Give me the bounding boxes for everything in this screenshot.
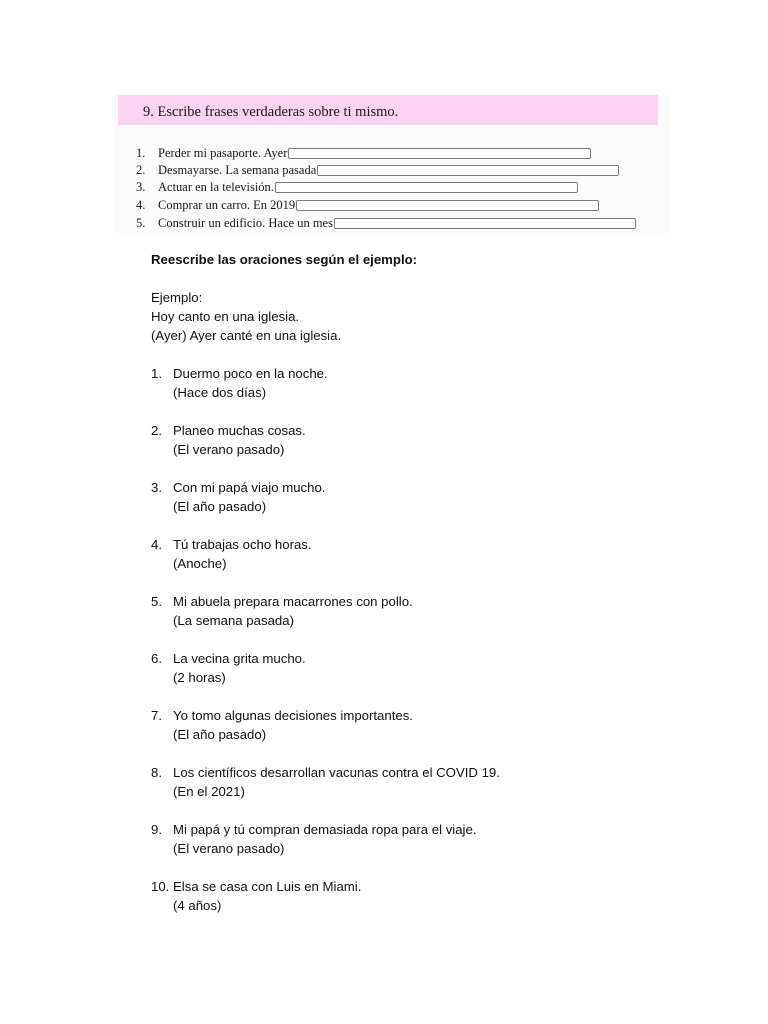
exercise-9-image xyxy=(114,94,670,234)
list-item xyxy=(151,763,711,820)
exercise-row-3 xyxy=(136,179,578,195)
item-time-cue: (4 años) xyxy=(173,898,222,913)
list-item xyxy=(151,421,711,478)
item-number: 6. xyxy=(151,651,162,666)
exercise-row-1 xyxy=(136,145,591,161)
item-number: 3. xyxy=(151,480,162,495)
item-number: 8. xyxy=(151,765,162,780)
list-item xyxy=(151,877,711,934)
example-label: Ejemplo: xyxy=(151,290,203,305)
item-number: 2. xyxy=(151,423,162,438)
exercise-row-2 xyxy=(136,162,619,178)
item-number: 4. xyxy=(151,537,162,552)
answer-field-4[interactable] xyxy=(296,200,599,211)
list-item xyxy=(151,535,711,592)
item-time-cue: (El año pasado) xyxy=(173,727,267,742)
item-number: 1. xyxy=(151,366,162,381)
exercise-row-4 xyxy=(136,197,599,213)
answer-field-3[interactable] xyxy=(275,182,578,193)
row-prompt: Actuar en la televisión. xyxy=(158,179,274,194)
rewrite-exercise xyxy=(151,250,711,934)
item-sentence: Los científicos desarrollan vacunas contra el COVID 19. xyxy=(173,765,500,780)
answer-field-1[interactable] xyxy=(288,148,591,159)
row-number: 3. xyxy=(136,179,146,194)
item-sentence: Mi abuela prepara macarrones con pollo. xyxy=(173,594,413,609)
item-sentence: Duermo poco en la noche. xyxy=(173,366,328,381)
example-answer: (Ayer) Ayer canté en una iglesia. xyxy=(151,328,342,343)
answer-field-5[interactable] xyxy=(334,218,636,229)
item-sentence: Planeo muchas cosas. xyxy=(173,423,306,438)
list-item xyxy=(151,592,711,649)
item-number: 9. xyxy=(151,822,162,837)
item-time-cue: (El verano pasado) xyxy=(173,442,285,457)
exercise-row-5 xyxy=(136,215,636,231)
row-prompt: Comprar un carro. En 2019 xyxy=(158,197,296,212)
row-number: 4. xyxy=(136,197,146,212)
list-item xyxy=(151,364,711,421)
item-sentence: Yo tomo algunas decisiones importantes. xyxy=(173,708,413,723)
exercise-title: 9. Escribe frases verdaderas sobre ti mismo. xyxy=(143,104,399,120)
item-sentence: Tú trabajas ocho horas. xyxy=(173,537,312,552)
item-sentence: Mi papá y tú compran demasiada ropa para el viaje. xyxy=(173,822,477,837)
list-item xyxy=(151,649,711,706)
row-prompt: Desmayarse. La semana pasada xyxy=(158,162,317,177)
list-item xyxy=(151,820,711,877)
item-time-cue: (Hace dos días) xyxy=(173,385,267,400)
instructions-heading: Reescribe las oraciones según el ejemplo: xyxy=(151,252,418,267)
row-number: 5. xyxy=(136,215,146,230)
item-time-cue: (Anoche) xyxy=(173,556,227,571)
item-sentence: Elsa se casa con Luis en Miami. xyxy=(173,879,362,894)
list-item xyxy=(151,706,711,763)
item-number: 5. xyxy=(151,594,162,609)
row-number: 2. xyxy=(136,162,146,177)
item-time-cue: (El verano pasado) xyxy=(173,841,285,856)
item-time-cue: (2 horas) xyxy=(173,670,226,685)
item-number: 10. xyxy=(151,879,170,894)
item-time-cue: (El año pasado) xyxy=(173,499,267,514)
row-prompt: Perder mi pasaporte. Ayer xyxy=(158,145,288,160)
row-number: 1. xyxy=(136,145,146,160)
item-time-cue: (En el 2021) xyxy=(173,784,245,799)
row-prompt: Construir un edificio. Hace un mes xyxy=(158,215,333,230)
item-sentence: Con mi papá viajo mucho. xyxy=(173,480,326,495)
answer-field-2[interactable] xyxy=(317,165,619,176)
item-sentence: La vecina grita mucho. xyxy=(173,651,306,666)
item-time-cue: (La semana pasada) xyxy=(173,613,294,628)
example-sentence: Hoy canto en una iglesia. xyxy=(151,309,300,324)
list-item xyxy=(151,478,711,535)
item-number: 7. xyxy=(151,708,162,723)
